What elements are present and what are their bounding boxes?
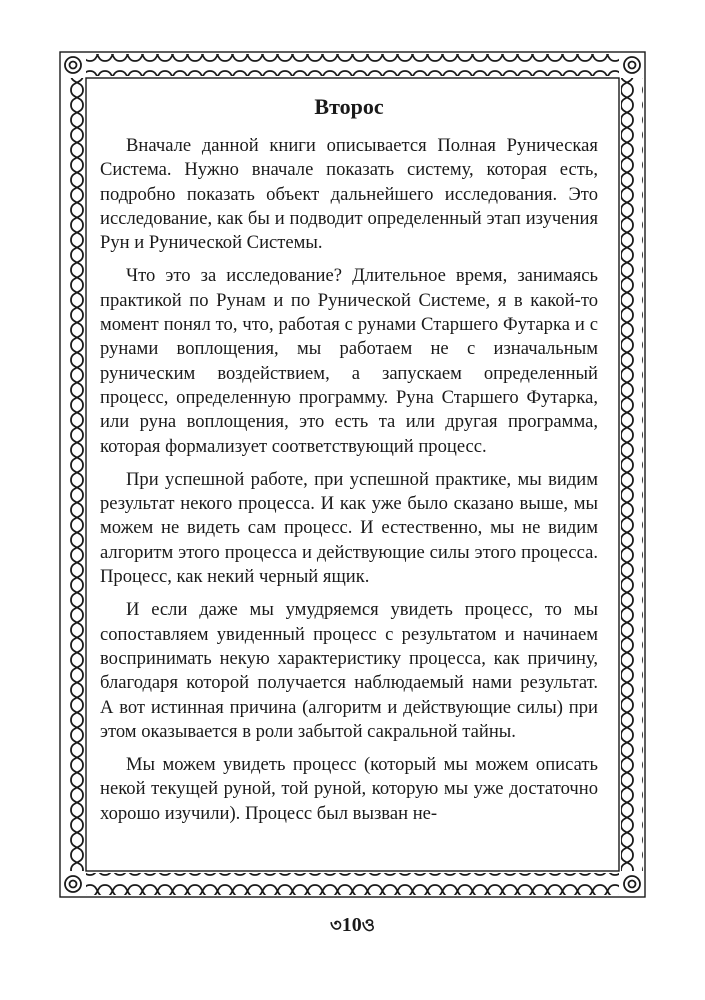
paragraph: Что это за исследование? Длительное время, занимаясь практикой по Рунам и по Рунической Системе, я в какой-то момент понял то, что, работая с рунами Старшего Футарка и с рунами воплощения, мы работаем не с изначальным руническим воздействием, а запускаем определенный процесс, определенную программу. Руна Старшего Футарка, или руна воплощения, это есть та или другая программа, которая формализует соответствующий процесс. [100,265,598,457]
border-right-band [621,78,643,871]
border-top-band [86,54,619,76]
paragraph: При успешной работе, при успешной практике, мы видим результат некого процесса. И как уже было сказано выше, мы можем не видеть сам процесс. И естественно, мы не видим алгоритм этого процесса и действующие силы этого процесса. Процесс, как некий черный ящик. [100,468,598,588]
chapter-title: Второс [314,94,384,119]
ornament-right-icon: ও [361,915,375,935]
border-left-band [62,78,84,871]
border-bottom-band [86,873,619,895]
page-body [100,92,598,835]
page-number: 10 [341,914,362,936]
ornament-left-icon: ৩ [330,915,342,935]
paragraph: Вначале данной книги описывается Полная Руническая Система. Нужно вначале показать систему, которая есть, подробно показать объект дальнейшего исследования. Это исследование, как бы и подводит определенный этап изучения Рун и Рунической Системы. [100,135,598,254]
paragraph: Мы можем увидеть процесс (который мы можем описать некой текущей руной, той руной, которую мы уже достаточно хорошо изучили). Процесс был вызван не- [100,754,598,824]
paragraph: И если даже мы умудряемся увидеть процесс, то мы сопоставляем увиденный процесс с результатом и начинаем воспринимать некую характеристику процесса, как причину, благодаря которой получается наблюдаемый нами результат. А вот истинная причина (алгоритм и действующие силы) при этом оказывается в роли забытой сакральной тайны. [100,599,598,742]
page-number-footer [0,912,705,938]
